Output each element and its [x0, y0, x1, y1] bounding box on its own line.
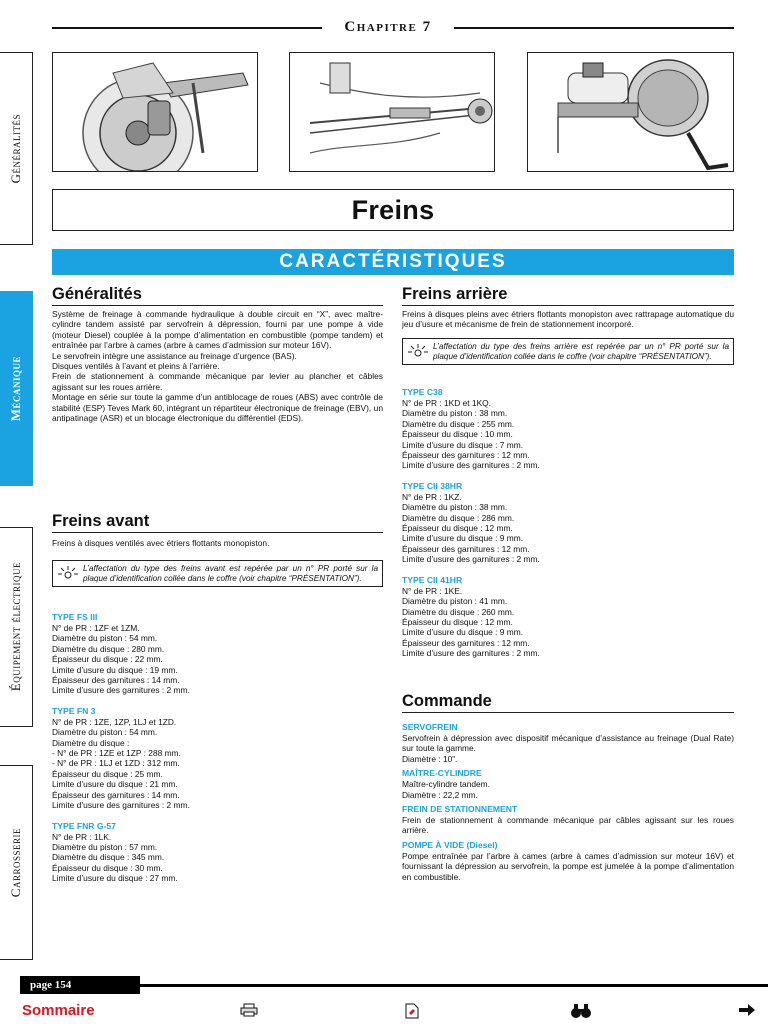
banner-label: CARACTÉRISTIQUES: [279, 251, 507, 272]
document-icon[interactable]: [404, 1003, 420, 1024]
search-binoculars-icon[interactable]: [570, 1003, 592, 1024]
item-title: FREIN DE STATIONNEMENT: [402, 804, 518, 815]
spec-line: Limite d’usure des garnitures : 2 mm.: [402, 554, 540, 565]
type-title: TYPE FNR G-57: [52, 820, 116, 831]
front-brake-illustration: [52, 52, 258, 172]
spec-line: Épaisseur des garnitures : 12 mm.: [402, 450, 530, 461]
page-title: Freins: [351, 194, 435, 225]
tab-label: Équipement électrique: [8, 562, 23, 692]
spec-line: N° de PR : 1KE.: [402, 585, 463, 596]
spec-line: - N° de PR : 1LJ et 1ZD : 312 mm.: [52, 758, 180, 769]
freins-avant-note: [52, 560, 383, 587]
spec-line: N° de PR : 1ZE, 1ZP, 1LJ et 1ZD.: [52, 716, 177, 727]
paragraph: Système de freinage à commande hydraulique à double circuit en “X”, avec maître-cylindre tandem assisté par servofrein à dépression, fourni par une pompe à vide (moteur Diesel) couplée à la pompe d’alimentation en combustible (pompe tandem) et entraînée par l’arbre à cames (arbre à cames d’admission sur moteur 16V).: [52, 309, 383, 351]
paragraph: Frein de stationnement à commande mécanique par levier au plancher et câbles agissant sur les roues arrière.: [52, 371, 383, 392]
spec-line: Épaisseur du disque : 10 mm.: [402, 429, 513, 440]
spec-line: Épaisseur du disque : 22 mm.: [52, 654, 163, 665]
tab-equipement-electrique[interactable]: [0, 527, 33, 727]
servo-master-cylinder-illustration: [527, 52, 734, 172]
spec-line: Diamètre du disque : 260 mm.: [402, 606, 515, 617]
item-title: SERVOFREIN: [402, 722, 458, 732]
tab-label: Carrosserie: [8, 827, 23, 898]
freins-arriere-types: [402, 387, 734, 659]
spec-line: Diamètre du disque : 255 mm.: [402, 418, 515, 429]
tab-mecanique[interactable]: [0, 291, 33, 486]
spec-line: Diamètre du piston : 38 mm.: [402, 502, 508, 513]
freins-arriere-note: [402, 338, 734, 365]
spec-line: Épaisseur du disque : 12 mm.: [402, 616, 513, 627]
item-text: Pompe entraînée par l’arbre à cames (arbre à cames d’admission sur moteur 16V) et fournissant la dépression au servofrein, la pompe est jumelée à la pompe d’alimentation en combustible.: [402, 850, 734, 882]
spec-line: Limite d’usure des garnitures : 2 mm.: [402, 460, 540, 471]
item-title: POMPE À VIDE (Diesel): [402, 839, 498, 850]
spec-line: Épaisseur des garnitures : 14 mm.: [52, 675, 180, 686]
spec-line: Diamètre du piston : 41 mm.: [402, 596, 508, 607]
print-icon[interactable]: [240, 1003, 258, 1022]
note-text: L’affectation du type des freins avant est repérée par un n° PR porté sur la plaque d’identification collée dans le coffre (voir chapitre “PRÉSENTATION”).: [83, 564, 378, 583]
item-text: Servofrein à dépression avec dispositif mécanique d’assistance au freinage (Dual Rate) sur toute la gamme.: [402, 733, 734, 754]
spec-line: N° de PR : 1LK.: [52, 831, 112, 842]
spec-line: N° de PR : 1ZF et 1ZM.: [52, 623, 140, 633]
spec-line: Épaisseur des garnitures : 14 mm.: [52, 789, 180, 800]
spec-line: Diamètre du disque :: [52, 737, 130, 748]
next-page-arrow-icon[interactable]: [738, 1003, 756, 1022]
item-text: Maître-cylindre tandem.: [402, 779, 490, 790]
spec-line: Limite d’usure des garnitures : 2 mm.: [402, 648, 540, 659]
spec-line: Diamètre du disque : 286 mm.: [402, 512, 515, 523]
commande-heading: Commande: [402, 692, 734, 713]
paragraph: Disques ventilés à l’avant et pleins à l’arrière.: [52, 361, 220, 372]
spec-line: Épaisseur des garnitures : 12 mm.: [402, 637, 530, 648]
type-title: TYPE FS III: [52, 612, 98, 622]
spec-line: Diamètre du piston : 54 mm.: [52, 633, 158, 644]
spec-line: Diamètre du piston : 57 mm.: [52, 841, 158, 852]
item-title: MAÎTRE-CYLINDRE: [402, 768, 482, 779]
item-extra: Diamètre : 10”.: [402, 753, 458, 764]
spec-line: Limite d’usure du disque : 9 mm.: [402, 627, 524, 638]
spec-line: Épaisseur des garnitures : 12 mm.: [402, 543, 530, 554]
spec-line: Épaisseur du disque : 12 mm.: [402, 523, 513, 534]
generalites-heading: Généralités: [52, 285, 383, 306]
spec-line: N° de PR : 1KZ.: [402, 491, 462, 502]
footer-rule: [140, 984, 768, 987]
item-text: Frein de stationnement à commande mécanique par câbles agissant sur les roues arrière.: [402, 815, 734, 836]
paragraph: Le servofrein intègre une assistance au freinage d’urgence (BAS).: [52, 350, 297, 361]
tab-carrosserie[interactable]: [0, 765, 33, 960]
header-rule-right: [454, 27, 734, 29]
spec-line: Diamètre du disque : 280 mm.: [52, 643, 165, 654]
spec-line: Diamètre du disque : 345 mm.: [52, 852, 165, 863]
spec-line: Limite d’usure des garnitures : 2 mm.: [52, 800, 190, 811]
spec-line: Diamètre du piston : 54 mm.: [52, 727, 158, 738]
spec-line: - N° de PR : 1ZE et 1ZP : 288 mm.: [52, 748, 181, 759]
freins-avant-intro: Freins à disques ventilés avec étriers flottants monopiston.: [52, 538, 270, 548]
header-rule-left: [52, 27, 322, 29]
hint-icon: [57, 564, 79, 580]
section-banner: [52, 249, 734, 275]
note-text: L’affectation du type des freins arrière est repérée par un n° PR porté sur la plaque d’identification collée dans le coffre (voir chapitre “PRÉSENTATION”).: [433, 342, 729, 361]
freins-avant-types: [52, 612, 383, 884]
type-title: TYPE C38: [402, 387, 443, 397]
tab-label: Généralités: [8, 113, 23, 184]
paragraph: Montage en série sur toute la gamme d’un antiblocage de roues (ABS) avec contrôle de stabilité (ESP) Teves Mark 60, intégrant un répartiteur électronique de freinage (EBV), un antipatinage (ASR) et un blocage électronique du différentiel (EDS).: [52, 392, 383, 424]
page-title-box: [52, 189, 734, 231]
spec-line: Diamètre du piston : 38 mm.: [402, 408, 508, 419]
generalites-body: [52, 309, 383, 423]
tab-generalites[interactable]: [0, 52, 33, 245]
item-extra: Diamètre : 22,2 mm.: [402, 789, 478, 800]
chapter-label: Chapitre 7: [344, 19, 432, 35]
spec-line: Limite d’usure du disque : 27 mm.: [52, 873, 178, 884]
page-number: page 154: [20, 976, 140, 994]
spec-line: Limite d’usure du disque : 21 mm.: [52, 779, 178, 790]
spec-line: N° de PR : 1KD et 1KQ.: [402, 398, 491, 408]
type-title: TYPE CII 38HR: [402, 480, 463, 491]
type-title: TYPE FN 3: [52, 705, 96, 716]
tab-label: Mécanique: [8, 355, 23, 422]
hint-icon: [407, 342, 429, 358]
freins-avant-heading: Freins avant: [52, 512, 383, 533]
spec-line: Épaisseur du disque : 25 mm.: [52, 768, 163, 779]
spec-line: Limite d’usure du disque : 7 mm.: [402, 439, 524, 450]
spec-line: Limite d’usure du disque : 19 mm.: [52, 664, 178, 675]
commande-body: [402, 722, 734, 882]
rear-axle-illustration: [289, 52, 495, 172]
type-title: TYPE CII 41HR: [402, 574, 463, 585]
sommaire-link[interactable]: Sommaire: [22, 1002, 95, 1019]
freins-arriere-heading: Freins arrière: [402, 285, 734, 306]
spec-line: Épaisseur du disque : 30 mm.: [52, 862, 163, 873]
freins-arriere-intro: Freins à disques pleins avec étriers flottants monopiston avec rattrapage automatique du jeu d’usure et mécanisme de frein de stationnement incorporé.: [402, 309, 734, 330]
spec-line: Limite d’usure du disque : 9 mm.: [402, 533, 524, 544]
spec-line: Limite d’usure des garnitures : 2 mm.: [52, 685, 190, 696]
